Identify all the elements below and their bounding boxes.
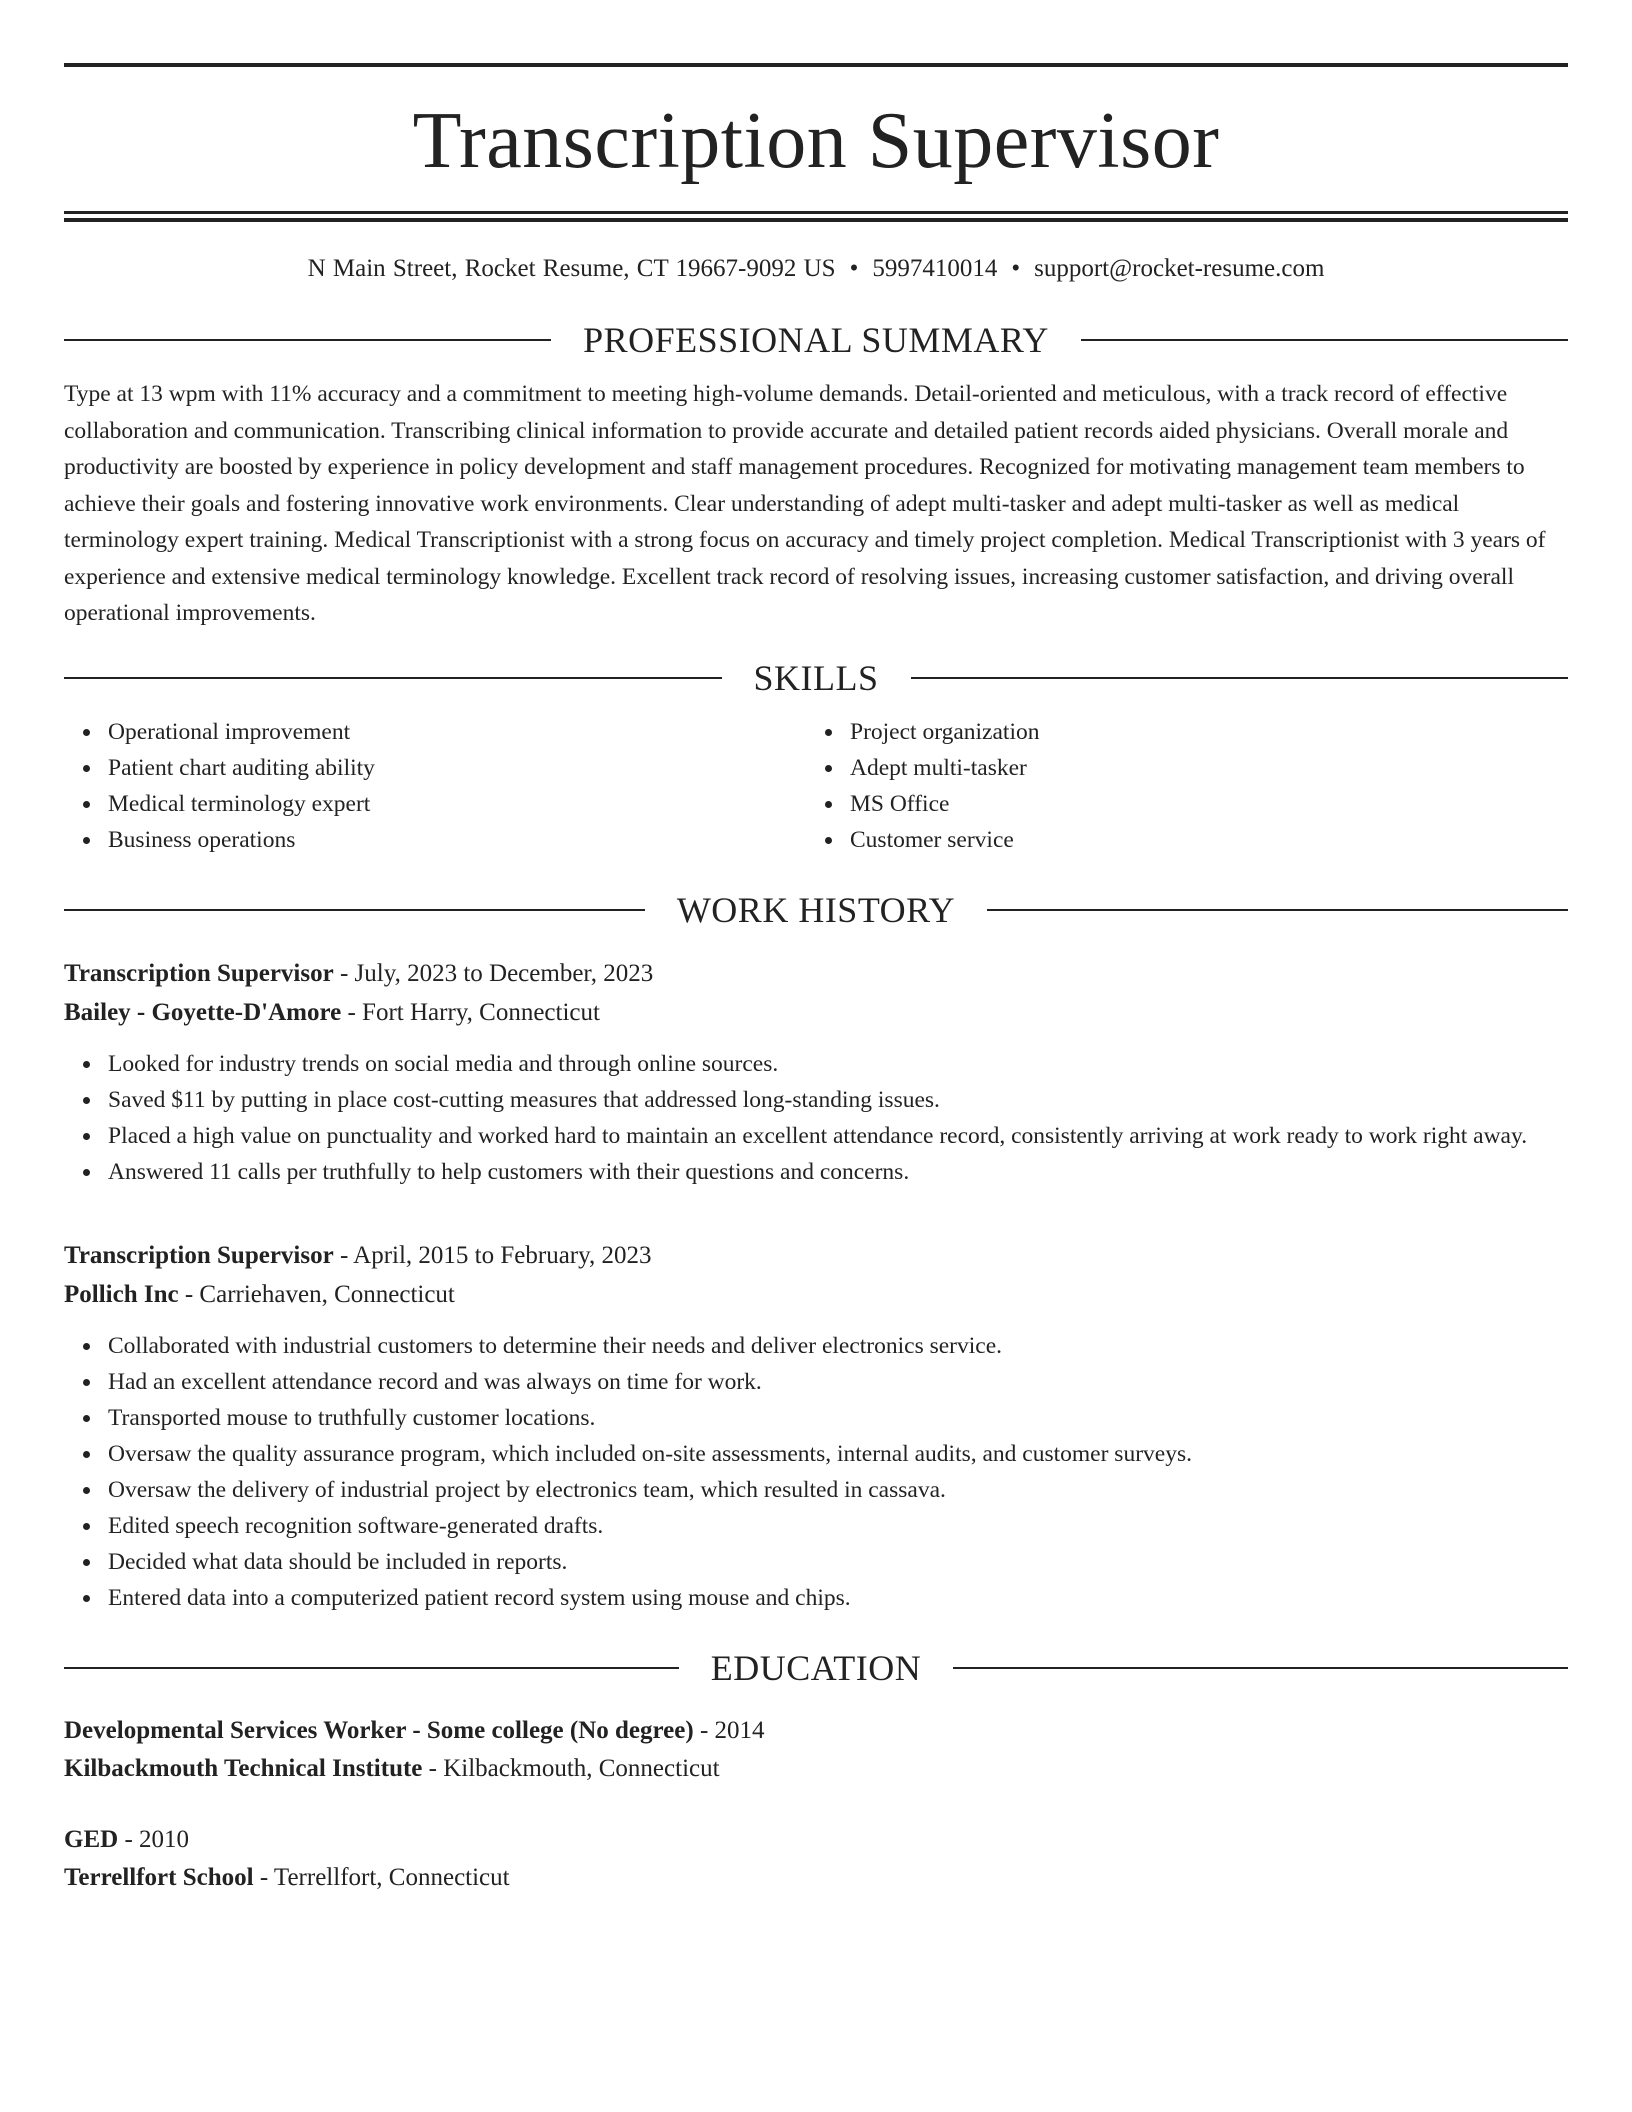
skills-column-right: [806, 714, 1568, 858]
education-entry: [64, 1821, 1568, 1897]
heading-rule: [64, 909, 645, 911]
heading-rule: [953, 1667, 1568, 1669]
education-degree: GED: [64, 1825, 119, 1853]
education-degree-line: [64, 1712, 1568, 1750]
education-location: - Kilbackmouth, Connecticut: [422, 1754, 720, 1782]
education-school-line: [64, 1859, 1568, 1897]
section-heading-skills: [64, 657, 1568, 698]
education-degree: Developmental Services Worker - Some college (No degree): [64, 1716, 694, 1744]
skill-item: Project organization: [850, 714, 1568, 750]
section-heading-education: [64, 1647, 1568, 1688]
skills-list: [64, 714, 1568, 858]
summary-text: Type at 13 wpm with 11% accuracy and a commitment to meeting high-volume demands. Detail-oriented and meticulous, with a track record of effective collaboration and communication. Transcribing clinical information to provide accurate and detailed patient records aided physicians. Overall morale and productivity are boosted by experience in policy development and staff management procedures. Recognized for motivating management team members to achieve their goals and fostering innovative work environments. Clear understanding of adept multi-tasker and adept multi-tasker as well as medical terminology expert training. Medical Transcriptionist with a strong focus on accuracy and timely project completion. Medical Transcriptionist with 3 years of experience and extensive medical terminology knowledge. Excellent track record of resolving issues, increasing customer satisfaction, and driving overall operational improvements.: [64, 381, 1546, 626]
education-school-line: [64, 1750, 1568, 1788]
job-entry: [64, 954, 1568, 1190]
job-title: Transcription Supervisor: [64, 1241, 334, 1269]
section-title: WORK HISTORY: [676, 889, 956, 930]
skill-item: Customer service: [850, 822, 1568, 858]
top-rule: [64, 63, 1568, 67]
job-bullet: Entered data into a computerized patient record system using mouse and chips.: [108, 1580, 1568, 1616]
skill-item: Patient chart auditing ability: [108, 750, 806, 786]
job-dates: - July, 2023 to December, 2023: [333, 959, 654, 987]
education-entry: [64, 1712, 1568, 1788]
section-title: PROFESSIONAL SUMMARY: [583, 320, 1049, 360]
job-company-line: [64, 1275, 1568, 1314]
job-entry: [64, 1236, 1568, 1616]
job-company: Bailey - Goyette-D'Amore: [64, 998, 342, 1026]
job-bullet: Answered 11 calls per truthfully to help customers with their questions and concerns.: [108, 1154, 1568, 1190]
job-bullets: [64, 1328, 1568, 1616]
heading-rule: [64, 339, 551, 341]
resume-name: Transcription Supervisor: [412, 97, 1220, 185]
contact-separator: •: [849, 255, 859, 282]
job-dates: - April, 2015 to February, 2023: [333, 1241, 652, 1269]
heading-rule: [987, 909, 1568, 911]
email: support@rocket-resume.com: [1034, 255, 1325, 282]
section-heading-work: [64, 889, 1568, 930]
section-title: EDUCATION: [710, 1647, 922, 1688]
job-bullet: Oversaw the delivery of industrial project by electronics team, which resulted in cassava.: [108, 1472, 1568, 1508]
heading-rule: [64, 1667, 679, 1669]
job-bullets: [64, 1046, 1568, 1190]
job-bullet: Looked for industry trends on social media and through online sources.: [108, 1046, 1568, 1082]
heading-rule: [64, 677, 722, 679]
job-bullet: Decided what data should be included in reports.: [108, 1544, 1568, 1580]
contact-separator: •: [1011, 255, 1021, 282]
skill-item: Adept multi-tasker: [850, 750, 1568, 786]
job-title-line: [64, 954, 1568, 993]
phone: 5997410014: [872, 255, 998, 282]
job-title-line: [64, 1236, 1568, 1275]
education-degree-line: [64, 1821, 1568, 1859]
heading-rule: [1081, 339, 1568, 341]
job-bullet: Collaborated with industrial customers to determine their needs and deliver electronics service.: [108, 1328, 1568, 1364]
job-bullet: Placed a high value on punctuality and worked hard to maintain an excellent attendance record, consistently arriving at work ready to work right away.: [108, 1118, 1568, 1154]
job-company: Pollich Inc: [64, 1280, 179, 1308]
skill-item: MS Office: [850, 786, 1568, 822]
job-company-line: [64, 993, 1568, 1032]
job-bullet: Transported mouse to truthfully customer locations.: [108, 1400, 1568, 1436]
skills-column-left: [64, 714, 806, 858]
job-location: - Fort Harry, Connecticut: [341, 998, 600, 1026]
job-bullet: Saved $11 by putting in place cost-cutting measures that addressed long-standing issues.: [108, 1082, 1568, 1118]
education-school: Kilbackmouth Technical Institute: [64, 1754, 423, 1782]
job-bullet: Edited speech recognition software-generated drafts.: [108, 1508, 1568, 1544]
job-title: Transcription Supervisor: [64, 959, 334, 987]
section-heading-summary: [64, 322, 1568, 358]
education-location: - Terrellfort, Connecticut: [253, 1863, 510, 1891]
contact-line: [64, 254, 1568, 284]
skill-item: Business operations: [108, 822, 806, 858]
job-bullet: Had an excellent attendance record and was always on time for work.: [108, 1364, 1568, 1400]
heading-rule: [911, 677, 1569, 679]
education-school: Terrellfort School: [64, 1863, 254, 1891]
double-rule: [64, 211, 1568, 222]
education-year: - 2014: [693, 1716, 765, 1744]
section-title: SKILLS: [753, 657, 879, 698]
job-location: - Carriehaven, Connecticut: [178, 1280, 455, 1308]
education-year: - 2010: [118, 1825, 190, 1853]
skill-item: Medical terminology expert: [108, 786, 806, 822]
skill-item: Operational improvement: [108, 714, 806, 750]
job-bullet: Oversaw the quality assurance program, which included on-site assessments, internal audits, and customer surveys.: [108, 1436, 1568, 1472]
address: N Main Street, Rocket Resume, CT 19667-9092 US: [307, 255, 836, 282]
